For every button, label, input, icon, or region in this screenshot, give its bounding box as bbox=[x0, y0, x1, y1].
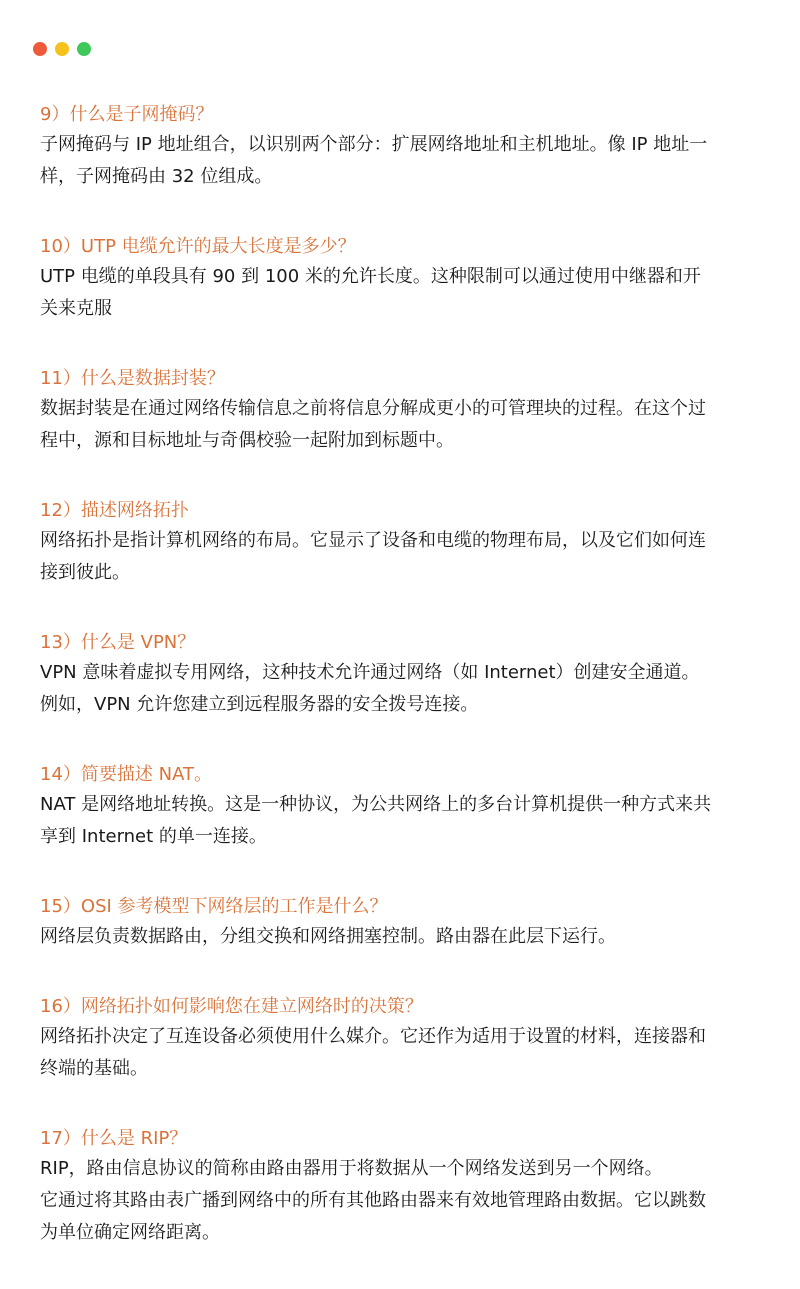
answer-line: 关来克服 bbox=[40, 298, 112, 319]
question-heading: 16）网络拓扑如何影响您在建立网络时的决策？ bbox=[40, 996, 423, 1017]
qa-item bbox=[40, 1125, 770, 1249]
answer-line: 网络层负责数据路由，分组交换和网络拥塞控制。路由器在此层下运行。 bbox=[40, 926, 616, 947]
answer-line: 例如，VPN 允许您建立到远程服务器的安全拨号连接。 bbox=[40, 694, 479, 715]
answer-line: 它通过将其路由表广播到网络中的所有其他路由器来有效地管理路由数据。它以跳数 bbox=[40, 1190, 706, 1211]
answer-line: 网络拓扑决定了互连设备必须使用什么媒介。它还作为适用于设置的材料，连接器和 bbox=[40, 1026, 706, 1047]
answer-line: 网络拓扑是指计算机网络的布局。它显示了设备和电缆的物理布局，以及它们如何连 bbox=[40, 530, 706, 551]
answer-text bbox=[40, 393, 770, 457]
answer-line: 为单位确定网络距离。 bbox=[40, 1222, 220, 1243]
answer-text bbox=[40, 1153, 770, 1249]
answer-line: NAT 是网络地址转换。这是一种协议，为公共网络上的多台计算机提供一种方式来共 bbox=[40, 794, 712, 815]
answer-text bbox=[40, 789, 770, 853]
question-heading: 13）什么是 VPN？ bbox=[40, 632, 196, 653]
qa-item bbox=[40, 101, 770, 193]
question-heading: 11）什么是数据封装？ bbox=[40, 368, 225, 389]
qa-item bbox=[40, 365, 770, 457]
close-dot bbox=[33, 42, 47, 56]
qa-item bbox=[40, 993, 770, 1085]
maximize-dot bbox=[77, 42, 91, 56]
question-heading: 17）什么是 RIP？ bbox=[40, 1128, 188, 1149]
answer-line: 接到彼此。 bbox=[40, 562, 130, 583]
answer-line: RIP，路由信息协议的简称由路由器用于将数据从一个网络发送到另一个网络。 bbox=[40, 1158, 663, 1179]
answer-text bbox=[40, 657, 770, 721]
question-heading: 9）什么是子网掩码？ bbox=[40, 104, 214, 125]
qa-item bbox=[40, 233, 770, 325]
answer-text bbox=[40, 1021, 770, 1085]
answer-text bbox=[40, 261, 770, 325]
qa-list bbox=[40, 101, 770, 1289]
qa-item bbox=[40, 629, 770, 721]
answer-line: 数据封装是在通过网络传输信息之前将信息分解成更小的可管理块的过程。在这个过 bbox=[40, 398, 706, 419]
qa-item bbox=[40, 497, 770, 589]
answer-line: 享到 Internet 的单一连接。 bbox=[40, 826, 267, 847]
question-heading: 15）OSI 参考模型下网络层的工作是什么？ bbox=[40, 896, 388, 917]
answer-line: VPN 意味着虚拟专用网络，这种技术允许通过网络（如 Internet）创建安全通道。 bbox=[40, 662, 700, 683]
answer-text bbox=[40, 921, 770, 953]
qa-item bbox=[40, 761, 770, 853]
answer-line: 子网掩码与 IP 地址组合，以识别两个部分：扩展网络地址和主机地址。像 IP 地址一 bbox=[40, 134, 708, 155]
minimize-dot bbox=[55, 42, 69, 56]
window-controls bbox=[33, 42, 91, 56]
answer-text bbox=[40, 525, 770, 589]
answer-line: UTP 电缆的单段具有 90 到 100 米的允许长度。这种限制可以通过使用中继器和开 bbox=[40, 266, 701, 287]
answer-line: 程中，源和目标地址与奇偶校验一起附加到标题中。 bbox=[40, 430, 454, 451]
question-heading: 12）描述网络拓扑 bbox=[40, 500, 189, 521]
answer-line: 样，子网掩码由 32 位组成。 bbox=[40, 166, 273, 187]
question-heading: 10）UTP 电缆允许的最大长度是多少？ bbox=[40, 236, 356, 257]
question-heading: 14）简要描述 NAT。 bbox=[40, 764, 213, 785]
qa-item bbox=[40, 893, 770, 953]
answer-line: 终端的基础。 bbox=[40, 1058, 148, 1079]
answer-text bbox=[40, 129, 770, 193]
